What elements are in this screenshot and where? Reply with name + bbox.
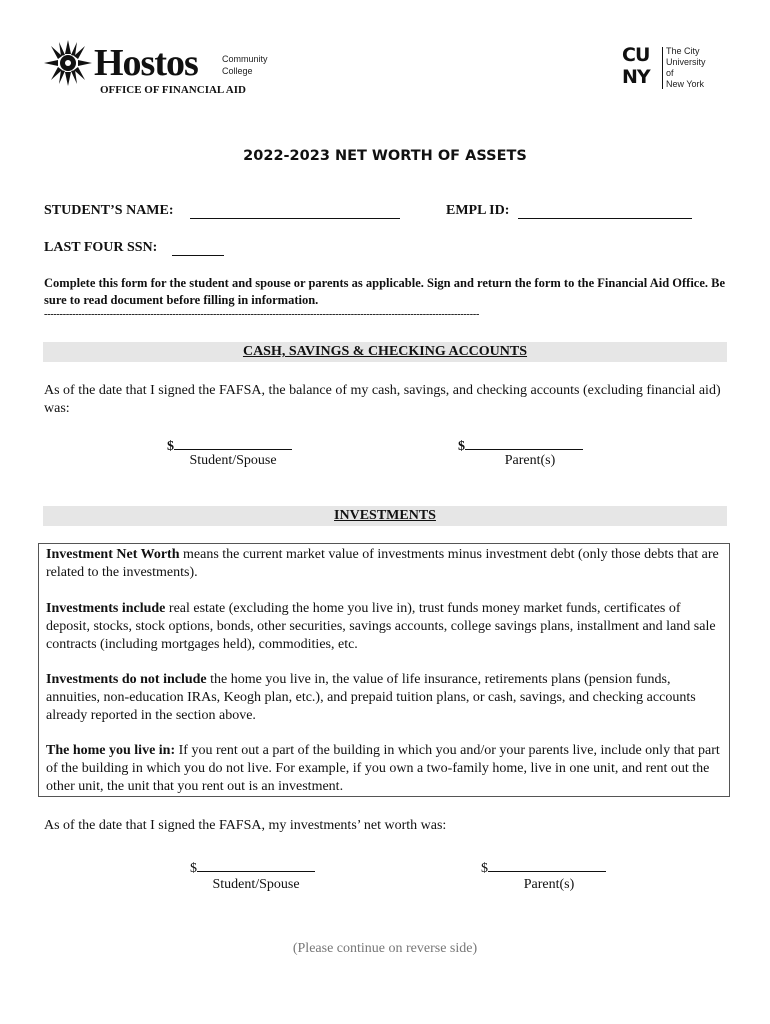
cash-student-caption: Student/Spouse <box>189 453 277 468</box>
currency-symbol: $ <box>481 861 488 876</box>
cash-parent-field[interactable] <box>465 437 583 450</box>
cuny-mark-top: CU <box>622 44 650 66</box>
investment-parent-amount <box>481 859 606 877</box>
cuny-logo <box>622 46 722 92</box>
investment-parent-caption: Parent(s) <box>523 877 575 892</box>
cuny-mark-bottom: NY <box>622 66 650 88</box>
investments-section-text: As of the date that I signed the FAFSA, my investments’ net worth was: <box>44 818 447 833</box>
ssn-field[interactable] <box>172 241 224 256</box>
cuny-line-2: University <box>666 57 706 67</box>
office-label: OFFICE OF FINANCIAL AID <box>100 84 246 96</box>
empl-id-field[interactable] <box>518 204 692 219</box>
community-label: Community <box>222 54 268 64</box>
cash-section-text: As of the date that I signed the FAFSA, the balance of my cash, savings, and checking accounts (excluding financial aid) was: <box>44 383 721 416</box>
college-label: College <box>222 66 253 76</box>
sun-icon <box>44 40 92 86</box>
instructions: Complete this form for the student and spouse or parents as applicable. Sign and return the form to the Financial Aid Office. Be sure to read document before filling in information. <box>44 276 726 307</box>
investment-student-caption: Student/Spouse <box>212 877 300 892</box>
cuny-line-1: The City <box>666 46 700 56</box>
cash-section-heading: CASH, SAVINGS & CHECKING ACCOUNTS <box>43 342 727 362</box>
ssn-label: LAST FOUR SSN: <box>44 240 158 255</box>
investment-student-field[interactable] <box>197 859 315 872</box>
cash-parent-caption: Parent(s) <box>504 453 556 468</box>
empl-id-label: EMPL ID: <box>446 203 510 218</box>
cuny-line-4: New York <box>666 79 705 89</box>
investments-definition-box <box>38 543 730 797</box>
currency-symbol: $ <box>190 861 197 876</box>
student-name-label: STUDENT’S NAME: <box>44 203 174 218</box>
definition-net-worth: Investment Net Worth means the current market value of investments minus investment debt (only those debts that are related to the investments). <box>46 547 719 580</box>
investment-parent-field[interactable] <box>488 859 606 872</box>
definition-include: Investments include real estate (excluding the home you live in), trust funds money market funds, certificates of deposit, stocks, stock options, bonds, other securities, savings accounts, college savings plans, installment and land sale contracts (including mortgages held), commodities, etc. <box>46 601 716 652</box>
currency-symbol: $ <box>167 439 174 454</box>
definition-exclude: Investments do not include the home you live in, the value of life insurance, retirements plans (pension funds, annuities, non-education IRAs, Keogh plan, etc.), and prepaid tuition plans, or cash, savings, and checking accounts already reported in the section above. <box>46 672 696 723</box>
continue-note: (Please continue on reverse side) <box>292 941 478 956</box>
currency-symbol: $ <box>458 439 465 454</box>
investments-section-heading: INVESTMENTS <box>43 506 727 526</box>
page-title: 2022-2023 NET WORTH OF ASSETS <box>243 148 527 164</box>
separator-dashes: ------------------------------------------------------------------------------------------------------------------------------------------- <box>44 309 480 320</box>
definition-home: The home you live in: If you rent out a part of the building in which you and/or your parents live, include only that part of the building in which you do not live. For example, if you own a two-family home, live in one unit, and rent out the other unit, the unit that you rent out is an investment. <box>46 743 720 794</box>
investment-student-amount <box>190 859 315 877</box>
hostos-logo <box>44 40 284 86</box>
student-name-field[interactable] <box>190 204 400 219</box>
hostos-wordmark: Hostos <box>94 42 198 84</box>
cuny-line-3: of <box>666 68 674 78</box>
cash-student-field[interactable] <box>174 437 292 450</box>
